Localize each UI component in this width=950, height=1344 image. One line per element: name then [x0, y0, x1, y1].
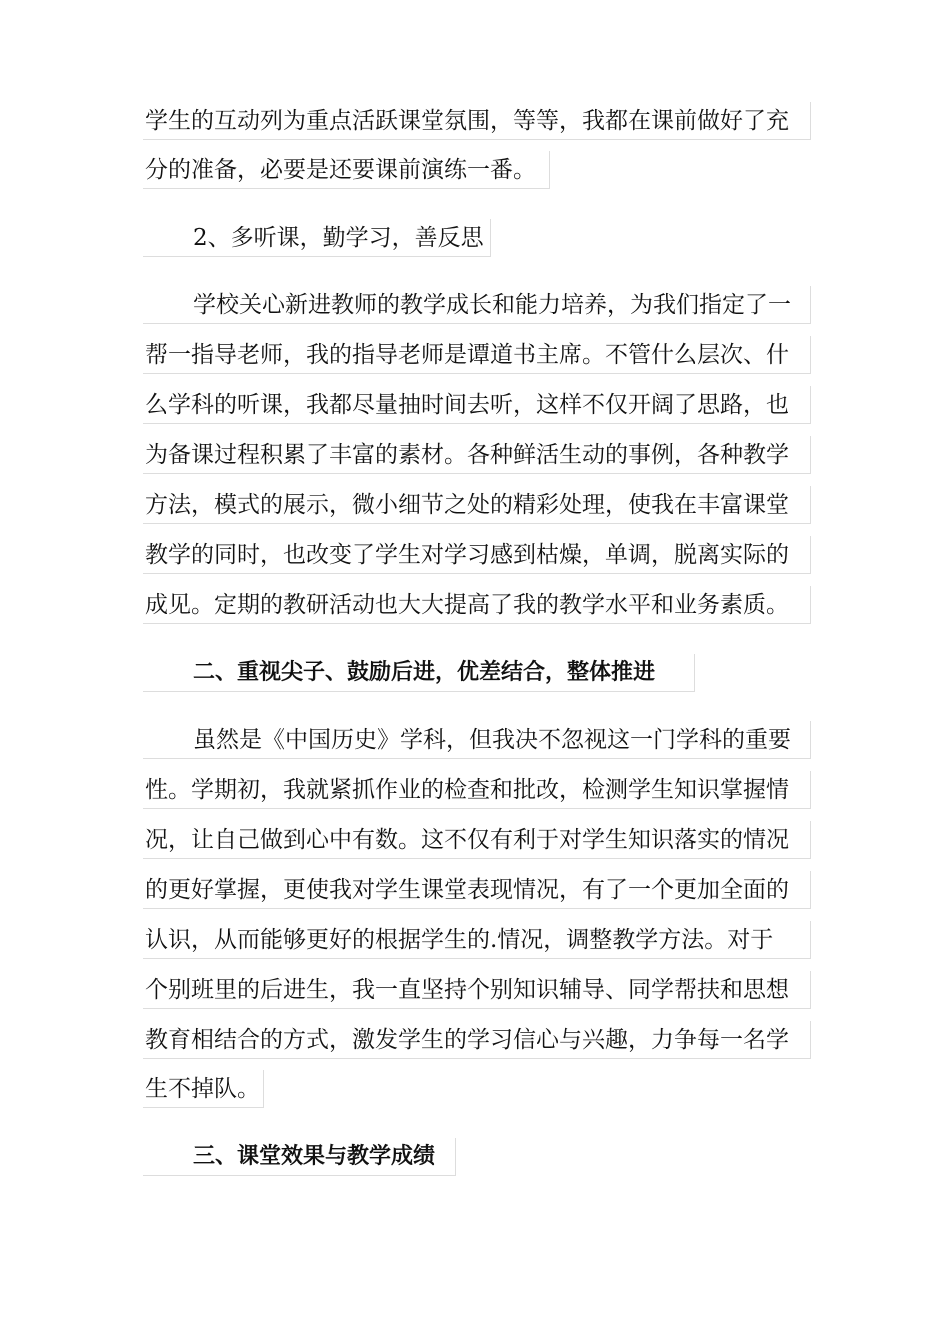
paragraph-line: 教学的同时，也改变了学生对学习感到枯燥，单调，脱离实际的 — [143, 536, 811, 574]
paragraph-line: 帮一指导老师，我的指导老师是谭道书主席。不管什么层次、什 — [143, 336, 811, 374]
paragraph-line: 认识，从而能够更好的根据学生的.情况，调整教学方法。对于 — [143, 921, 811, 959]
paragraph-line: 学校关心新进教师的教学成长和能力培养，为我们指定了一 — [143, 286, 811, 324]
paragraph-line: 生不掉队。 — [143, 1070, 264, 1108]
paragraph-line: 么学科的听课，我都尽量抽时间去听，这样不仅开阔了思路，也 — [143, 386, 811, 424]
paragraph-line: 教育相结合的方式，激发学生的学习信心与兴趣，力争每一名学 — [143, 1021, 811, 1059]
paragraph-line: 的更好掌握，更使我对学生课堂表现情况，有了一个更加全面的 — [143, 871, 811, 909]
section-heading: 三、课堂效果与教学成绩 — [143, 1138, 456, 1176]
paragraph-line: 性。学期初，我就紧抓作业的检查和批改，检测学生知识掌握情 — [143, 771, 811, 809]
paragraph-line: 况，让自己做到心中有数。这不仅有利于对学生知识落实的情况 — [143, 821, 811, 859]
paragraph-line: 成见。定期的教研活动也大大提高了我的教学水平和业务素质。 — [143, 586, 811, 624]
section-heading: 二、重视尖子、鼓励后进，优差结合，整体推进 — [143, 654, 695, 692]
paragraph-line: 为备课过程积累了丰富的素材。各种鲜活生动的事例，各种教学 — [143, 436, 811, 474]
paragraph-line: 分的准备，必要是还要课前演练一番。 — [143, 151, 550, 189]
paragraph-line: 虽然是《中国历史》学科，但我决不忽视这一门学科的重要 — [143, 721, 811, 759]
subheading: 2、多听课，勤学习，善反思 — [143, 219, 491, 257]
paragraph-line: 个别班里的后进生，我一直坚持个别知识辅导、同学帮扶和思想 — [143, 971, 811, 1009]
paragraph-line: 方法，模式的展示，微小细节之处的精彩处理，使我在丰富课堂 — [143, 486, 811, 524]
paragraph-line: 学生的互动列为重点活跃课堂氛围，等等，我都在课前做好了充 — [143, 102, 811, 140]
